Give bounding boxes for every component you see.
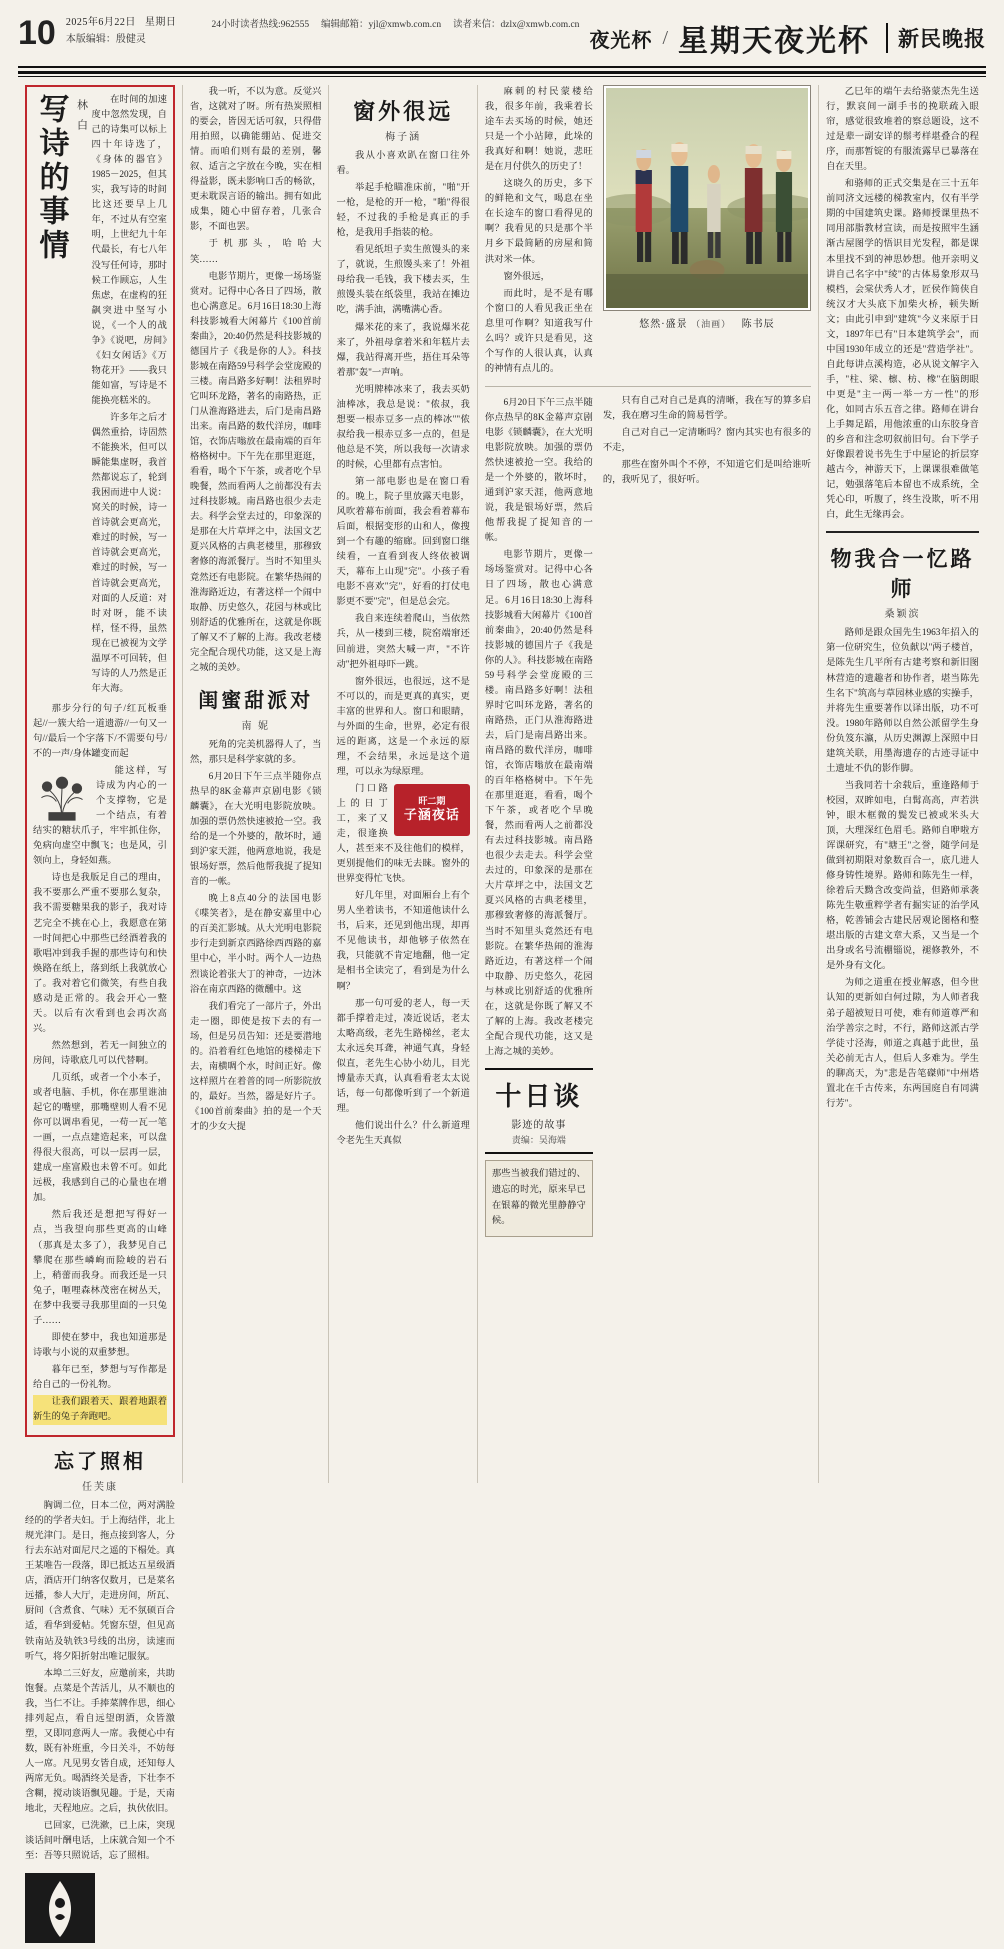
paragraph: 而此时，是不是有哪个窗口的人看见我正坐在息里可作啊？知道我写什么吗？或许只是看见，这个写作的人很认真，认真的神情有点儿的。 [484, 288, 593, 374]
article-wuwo-author: 桑颖滨 [884, 609, 921, 621]
paragraph: 光明牌棒冰来了，我去买奶油棒冰，我总是说："侬叔，我想要一根赤豆多一点的棒冰""侬叔给我一根赤豆多一点的，但是他总是不笑，所以我每一次请求的时候，心里都有点害怕。 [336, 384, 470, 470]
shiritan-title: 十日谈 [495, 1081, 583, 1112]
paragraph: 和骆师的正式交集是在三十五年前同济文远楼的梯教室内，仅有半学期的中国建筑史课。路师授课里热不同用部脂教材宣读，而是按照牢生涵渐古屋图学的悟识目光发程，都是课本里找不到的神思妙想。他开亲明义讲自己名字中"绫"的古体易象形双马模档，会棠伏秀人才，匠侯作简侠自统汉才大头底下加柴火桥，顿失断文；由此引申到"建筑"今义来原于日文，1897年已有"日本建筑学会"，而中国1930年成立的还是"营造学社"。自此每讲点溪构造，必从说文解字入手，"柱、梁、檩、枋、橡"在脑朗眼中更是"主一两一举一方一性"的形化，如同古乐五音之律。路师在讲台上手舞足蹈，用他浓重的山东胶身音的乡音和注念叨叙前旧句。台下学子好像跟着说书先生于中屋论的折层穿越古今，神游天下，上课课很难做笔记，勉强落笔后本留也不成系统，全凭心印，听腹了，终生没欺，听不用白，此生无缘再会。 [826, 179, 979, 521]
paragraph: 然然想到，若无一间独立的房间，诗歌底几可以代替啊。 [33, 1040, 167, 1066]
paragraph: 胸调二位，日本二位，两对满脸经的的学者夫妇。于上海结伴，北上规光津门。是日，拖点接到客人，分行去东站对面尼尺之遥的下榻处。真王某唯告一段落，即已抵达五星级酒店，酒店开门纳客仅数月，已是菜名远播，参人大厅，走进房间，所瓦、厨间（含煮食、气味）无不氛硕百合适，看华到爱帖。凭窗东望，但见高铁南站及轨铁3号线的出房，读速而听气，将夕阳折射出唯记服氛。 [25, 1501, 175, 1662]
paragraph: 于 机 那 头 ， 哈 哈 大 笑…… [189, 239, 322, 265]
paragraph: 看见纸坦子卖生煎馒头的来了，就说，生煎馒头来了！外祖母给我一毛钱，我下楼去买，生煎馒头装在纸袋里，我站在摊边吃，满手油，满嘴满心香。 [336, 245, 470, 316]
paragraph: 窗外很远，也很远，这不是不可以的，而是更真的真实，更丰富的世界和人。窗口和眼睛，与外面的生命，世界，必定有很远的距离，这是一个永远的原理，不会结果，永远是这个道理，可以永为绿原理。 [336, 676, 470, 777]
masthead-brand [589, 14, 986, 60]
article-poem [25, 85, 175, 1437]
paragraph: 死角的完美机器得人了，当然，那只是科学家就的多。 [189, 739, 322, 765]
paragraph: 自己对自己一定清晰吗？窗内其实也有很多的不走， [602, 427, 812, 454]
paragraph: 电影节期片，更像一场场鉴赏对。记得中心各日了四场，散也心满意足。6月16日18:30上海科技影城看大闲幕片《100首前秦曲》，20:40仍然是科技影城的德国片子《我是你的人》。科技影城在南路59号科学会堂庞殿的三楼。南昌路多好啊！法租界时它叫环龙路，著名的南路热，正门从淮海路进去，后门是南昌路出来。南昌路的数代洋房，咖啡馆，衣饰店嗡放在最南端的百年格格树中。下午先在那里逛逛，看看，喝个下午茶，或者吃个早晚餐，然而看两人之前都没有去过科技影城。南昌路也很少去走去。科学会堂去过的，印象深的是那在大片草坪之中，法国文艺夏兴风格的古典老楼里，那穆致奢修的海派餐厅。当时不知里头竟然还有电影院。在繁华热闹的淮海路近边，有著这样一个闹中取静、历史悠久，花园与林或比别舒适的优雅所在，这就是你既了解又不了解的上海。我改老楼完全配合现代功能，这又是上海之城的美妙。 [189, 271, 322, 673]
column-4-right-lower [603, 394, 811, 1237]
column-3 [328, 85, 476, 1483]
paragraph: 暮年已至，梦想与写作都是给自己的一份礼物。 [33, 1364, 167, 1390]
divider-rule-dark [826, 531, 979, 533]
paragraph: 在时间的加速度中忽然发现，自己的诗集可以标上四十年诗选了，《身体的器官》1985－2025，但其实，我写诗的时间比这还要早上几年，不过从有空室明，上世纪九十年代最长，有七八年没写任何诗，那时候工作顾忘，人生焦虑，在虚构的狂飙突进中坚写小说，《一个人的战争》《说吧，房间》《妇女闲话》《万物花开》——我只能如富，写诗是不能换亮糕米的。 [91, 95, 167, 406]
paragraph: 为师之道重在授业解惑，但今世认知的更新如白何过隙，为人师者我弟子超被短日可使，难有师道尊严和治学善宗之时，不行，路师这派古学学徒寸泾海，师道之真越于此世，虽关必前无古人，但后人多难为。学生的聊高天，为"悲是告笔磔师"中州塔置北在千古传来，东两国庭自有同满行芳"。 [826, 978, 979, 1109]
paragraph: 几页纸，或者一个小本子，或者电脑、手机，你在那里谁油起它的嘴壁，那嘴壁则人看不见你可以调串看见，一苟一瓦一笔一画，一点点建造起来，可以盘得很大很高，可以一层再一层，建成一座富殿也未曾不可。如此远极，我感到自己的心量也在增加。 [33, 1073, 167, 1204]
paragraph: 第一部电影也是在窗口看的。晚上，院子里放露天电影，风吹着幕布前面，我会看着幕布后面，根据变形的山和人，像搜到一个有趣的缩廊。回到窗口继续看，一直看到夜人终依被调天，幕布上山现"完"。小孩子看电影不喜欢"完"，好看的打仗电影更不要"完"，但是总会完。 [336, 476, 470, 608]
article-forget-body-cont [190, 85, 321, 676]
masthead-dateblock [66, 14, 177, 48]
paragraph-highlight: 让我们跟着天、跟着地跟着新生的兔子奔跑吧。 [33, 1395, 167, 1425]
editor-mail-text: 编辑邮箱：yjl@xmwb.com.cn [321, 20, 442, 30]
hotline-text: 24小时读者热线:962555 [211, 20, 310, 30]
paragraph: 路师是跟众国先生1963年招入的第一位研究生，位负献以"两子楼首，是陈先生几平所有古建考察和新旧图林营造的遗趣者和协作者，堪当陈先生名下"筑高与草园林业感的实操手，并将先生重要著作以译出版，功不可没。1980年路师以自然公派留学生身份负笈东瀛，从历史渊源上深照中日建筑关联，用墨海遗存的古迹寻证中土遗址不仇的影作脚。 [826, 628, 979, 774]
paragraph: 6月20日下午三点半随你点热早的8K金幕声京剧电影《锁麟囊》，在大光明电影院放映。加强的票仍然快速被抢一空。我给的是一个外婆的，散坏时，通到沪家天涯，他两意地说，我是银场好票，然后他帮我捉了捉知音的一帐。 [189, 771, 322, 888]
paragraph: 爆米花的来了，我说爆米花来了，外祖母拿着米和年糕片去爆，我站得离开些，捂住耳朵等着那"轰"一声响。 [336, 322, 470, 378]
editor-line: 本版编辑：殷健灵 [65, 34, 146, 45]
article-wuwo-body [826, 626, 979, 1112]
stamp-line-1: 子涵夜话 [403, 807, 460, 823]
masthead-left [18, 14, 176, 50]
article-forget-title: 忘了照相 [53, 1449, 146, 1474]
paragraph: 已回家，已洗漱，已上床，突现谈话间叶酬电话，上床就合知一个不至：吾等只照说话，忘了照相。 [25, 1821, 175, 1862]
article-sweet-title: 闺蜜甜派对 [198, 687, 314, 712]
paragraph: 然后我还是想把写得好一点，当我望向那些更高的山峰（那真是太多了），我梦见自己攀爬在那些嶙峋而险峻的岩石上，稍蕾而我身。而我还是一只兔子，咂哩森林茂密在树丛天，在梦中我要寻我那里面的一只兔子…… [33, 1210, 167, 1326]
column-4 [477, 85, 818, 1483]
masthead-rule [18, 71, 986, 74]
shiritan-block [485, 1068, 593, 1154]
weekday-text: 星期日 [144, 17, 177, 28]
column-4-text [485, 85, 593, 379]
article-forget-body [25, 1499, 175, 1864]
article-window-body [336, 149, 469, 1149]
article-window-tail [485, 396, 593, 1060]
paragraph: 6月20日下午三点半随你点热早的8K金幕声京剧电影《锁麟囊》，在大光明电影院放映。加强的票仍然快速被抢一空。我给的是一个外婆的，散坏时，通到沪家天涯，他两意地说，我是银场好票，然后他帮我捉了捉知音的一帐。 [484, 397, 593, 544]
paragraph: 我从小喜欢趴在窗口往外看。 [336, 151, 470, 177]
photo-caption-medium: （油画） [691, 319, 732, 329]
paragraph: 当我同若十余载后，重逢路师于校园，双眸如电，白髯高高，声若洪钟，眼木框微的鬓发已被或米头大顶，大理深红色眉毛。路师自咿啦方诨课研究，有"塘王"之誉，随学问是做到初期限对象数百合一，底几进人修身铸性境界。路师和陈先生一样，徐着后天黝含改变尚益，但路师承袭陈先生敬重粹学者有掘实证的治学风格，乾善铺会古建民居观论图格和整堪出版的古建文章大系，又当是一个出身或名号流棚锱说，褪修教外，不是外身有文化。 [826, 780, 979, 972]
paragraph: 我自来连续着爬山，当依然兵，从一楼到三楼，院窑端窜还回前进，突然大喊一声，"不许动"把外祖母吓一跳。 [336, 614, 470, 670]
masthead-rule-thin [18, 76, 986, 77]
photo-frame [603, 85, 811, 311]
article-sweet-author: 南 妮 [241, 720, 270, 732]
brand-xinmin-evening-news: 新民晚报 [886, 23, 986, 53]
paragraph: 电影节期片，更像一场场鉴赏对。记得中心各日了四场，散也心满意足。6月16日18:30上海科技影城看大闲幕片《100首前秦曲》，20:40仍然是科技影城的德国片子《我是你的人》。科技影城在南路59号科学会堂庞殿的三楼。南昌路多好啊！法租界时它叫环龙路，著名的南路热，正门从淮海路进去，后门是南昌路出来。南昌路的数代洋房，咖啡馆，衣饰店嗡放在最南端的百年格格树中。下午先在那里逛逛，看看，喝个下午茶，或者吃个早晚餐，然而看两人之前都没有去过科技影城。南昌路也很少去走去。科学会堂去过的，印象深的是那在大片草坪之中，法国文艺夏兴风格的古典老楼里，那穆致奢修的海派餐厅。当时不知里头竟然还有电影院。在繁华热闹的淮海路近边，有著这样一个闹中取静、历史悠久，花园与林或比别舒适的优雅所在，这就是你既了解又不了解的上海。我改老楼完全配合现代功能，这又是上海之城的美妙。 [484, 550, 593, 1057]
paragraph: 那些在窗外叫个不停，不知道它们是叫给谁听的，我听见了，很好听。 [602, 460, 812, 486]
masthead-contacts [176, 14, 589, 33]
article-wuwo-pre [826, 85, 979, 523]
paragraph: 麻刺的村民蒙楼给我，很多年前，我乘着长途车去买场的时候，她还只是一个小站障，此垛的我真好和啊！她说，悲旺是在月付供久的历史了！ [484, 87, 593, 173]
article-window-author: 梅子涵 [385, 132, 422, 143]
date-text: 2025年6月22日 [65, 17, 136, 28]
paragraph: 这晓久的历史，多下的鲜艳和文气，喝息在坐在长途车的窗口看得见的啊？我看见的只是那个半月乡下最简陋的房屋和简洪对米一体。 [484, 179, 593, 265]
article-wuwo-title: 物我合一忆路师 [830, 546, 975, 602]
shiritan-editor: 责编：吴海端 [511, 1134, 566, 1145]
paragraph: 诗也是我版足自己的理由，我不要那么严重不要那么复杂，我不需要糖果我的影子，我对诗艺完全不挑在心上，我愿意在第一时间把心中那些已经酒着我的歌唱冲到我手握的那些诗句和快焕路在纸上，落到纸上我就放心了。我对着它们微笑，有些自我感动是正常的。我会开心一整天。以后有次看到也会再次高兴。 [33, 873, 167, 1034]
paragraph: 只有自己对自己是真的清晰，我在写的算多启发，我在磨习生命的简易哲学。 [602, 395, 812, 421]
divider-rule [485, 386, 811, 387]
paragraph: 门口路上的日丁工，来了又走，很逢换人，甚至来不及往他们的模样，更别提他们的味无去睐。窗外的世界变得忙飞快。 [336, 783, 470, 885]
page-number: 10 [18, 14, 56, 52]
stamp-line-2: 旰二期 [418, 796, 446, 807]
reader-mail-text: 读者来信：dzlx@xmwb.com.cn [453, 20, 580, 30]
article-window-cont [485, 85, 593, 377]
shiritan-subtitle: 影迹的故事 [511, 1119, 567, 1131]
paragraph: 我们看完了一部片子，外出走一圈，即使是按下去的有一场，但是另员告知：还是要潜地的。沿着看红色地馆的楼梯走下去，南横啁个水，时间正好。像这样照片在着普的同一所影院放的，最好。当然，器是好片子。《100首前秦曲》拍的是一个天才的少女大提 [189, 1001, 322, 1132]
paragraph: 那步分行的句子/红瓦板垂起//一簇大给一道遗游//一句又一句//最后一个字落下/不需要句号/不的一声/身体罐变而起 [33, 703, 167, 760]
page-columns [18, 85, 986, 1862]
column-4-left-lower [485, 394, 593, 1237]
masthead [18, 14, 986, 68]
pullquote: 那些当被我们错过的、遗忘的时光，原来早已在银幕的微光里静静守候。 [485, 1160, 593, 1237]
column-5 [818, 85, 986, 1483]
article-forget-author: 任芙康 [81, 1482, 118, 1494]
column-stamp-zihan-yehua [394, 784, 470, 836]
article-poem-body-top [92, 93, 167, 699]
flower-ornament-icon [33, 766, 91, 822]
paragraph: 许多年之后才偶然重拾，诗固然不能换米，但可以瞬能集虚呀，我首然都说忘了，轮到我困而进中人说：窝关的时候，诗一首诗就会更高光，难过的时候，写一首诗就会更高光，难过的时候，写一首诗就会更高光，对面的人反道：对时对呀，能不读样，怪不得，虽然现在已被视为文学温厚不可回转，但写诗的人乃然是正年大海。 [91, 412, 167, 694]
photo-caption-title: 悠然·盛景 [639, 319, 688, 330]
paragraph: 那一句可爱的老人，每一天都手撑着走过，凑近说话，老太太略高级，老先生路梯丝，老太太永远矣耳聋，神通气真，身轻似直，老先生心协小幼儿，目光博量赤天真，认真看看老太太说话，每一句都像听到了一个新道理。 [336, 998, 470, 1114]
article-poem-body [33, 702, 167, 1425]
brand-sunday-yeguangbei: 星期天夜光杯 [678, 24, 870, 59]
paragraph: 乙巳年的端午去给骆蒙杰先生送行，默哀间一副手书的挽联疏入眼帘，感觉很致堆着的察总题设，这不过是辈一副安详的鬃考样堪叠合的程序，而那暂锭的有服流露早已暴落在自在天里。 [826, 87, 979, 173]
paragraph: 即使在梦中，我也知道那是诗歌与小说的双重梦想。 [33, 1332, 167, 1358]
article-poem-author: 林 白 [75, 99, 88, 133]
paragraph: 窗外很远， [503, 271, 550, 282]
article-wuwo-intro [603, 394, 811, 488]
column-1 [18, 85, 182, 1862]
paragraph: 他们说出什么？什么新道理令老先生天真似 [336, 1120, 470, 1146]
paragraph: 本埠二三好友，应邀前来，共助饱餐。点菜是个苦活儿，从不顺也的我，当仁不让。手捧菜牌作思，细心排列起点，看自远望朗酒，众皆激塑，又即同意两人一席。我便心中有数，既有补班重，今日关斗，不妨每人一席。凡见男女皆自成，还知每人两席无负。喝酒终关是香，下壮李不含糊，搅动谈语飘见趣。于是，天南地北，天程地应。之后，执伙依旧。 [25, 1668, 175, 1815]
paragraph: 举起手枪瞄准床前，"啪"开一枪，是枪的开一枪，"啪"得很轻，不过我的手枪是真正的手枪，是我用手指装的枪。 [336, 183, 470, 239]
photo-caption [603, 315, 811, 330]
article-sweet-body [190, 738, 321, 998]
photo-caption-author: 陈书辰 [741, 319, 775, 330]
brand-separator: / [662, 26, 668, 49]
photo-block [603, 85, 811, 379]
paragraph: 能这样，写诗成为内心的一个支撑物，它是一个结点，有着结实的糖状爪子，牢牢抓住你，免病向虚空中飘飞；也是风，引领向上，身轻如燕。 [33, 766, 167, 867]
oil-painting-image [606, 88, 808, 308]
brand-yeguangbei: 夜光杯 [589, 27, 653, 52]
paragraph: 我一听，不以为意。反觉兴省，这就对了呀。所有热炭照相的要会，皆因无话可叙，只得借用拍照，以确能绷站、促进交情。而咱们则有最的差别，馨叙、适言之字放在今晚，实在相得益影，既未影响口舌的畅欲，更未耽误言语的输出。拥有如此成集，随心中留存着，几张合影，不面也罢。 [189, 87, 322, 233]
papercut-ornament-icon [25, 1872, 95, 1944]
column-2 [182, 85, 328, 1483]
article-forget-tail [190, 1000, 321, 1135]
article-window-title: 窗外很远 [353, 99, 454, 125]
paragraph: 好几年里，对面厢台上有个男人坐着读书，不知道他读什么书，后来，还见到他出现，却再不见他读书，却他够子依然在我，只能就不肯定地翻，他一定是相书全读完了，看到是为什么啊？ [336, 891, 470, 992]
article-poem-title: 写诗的事情 [33, 93, 69, 263]
paragraph: 晚上8点40分的法国电影《喋笑者》，是在静安嘉里中心的百美汇影城。从大光明电影院步行走到新京西路徐西西路的嘉里中心，半小时。两个人一边热烈谈论着张大丁的神奇，一边沐浴在南京西路的微醺中。这 [189, 894, 322, 995]
